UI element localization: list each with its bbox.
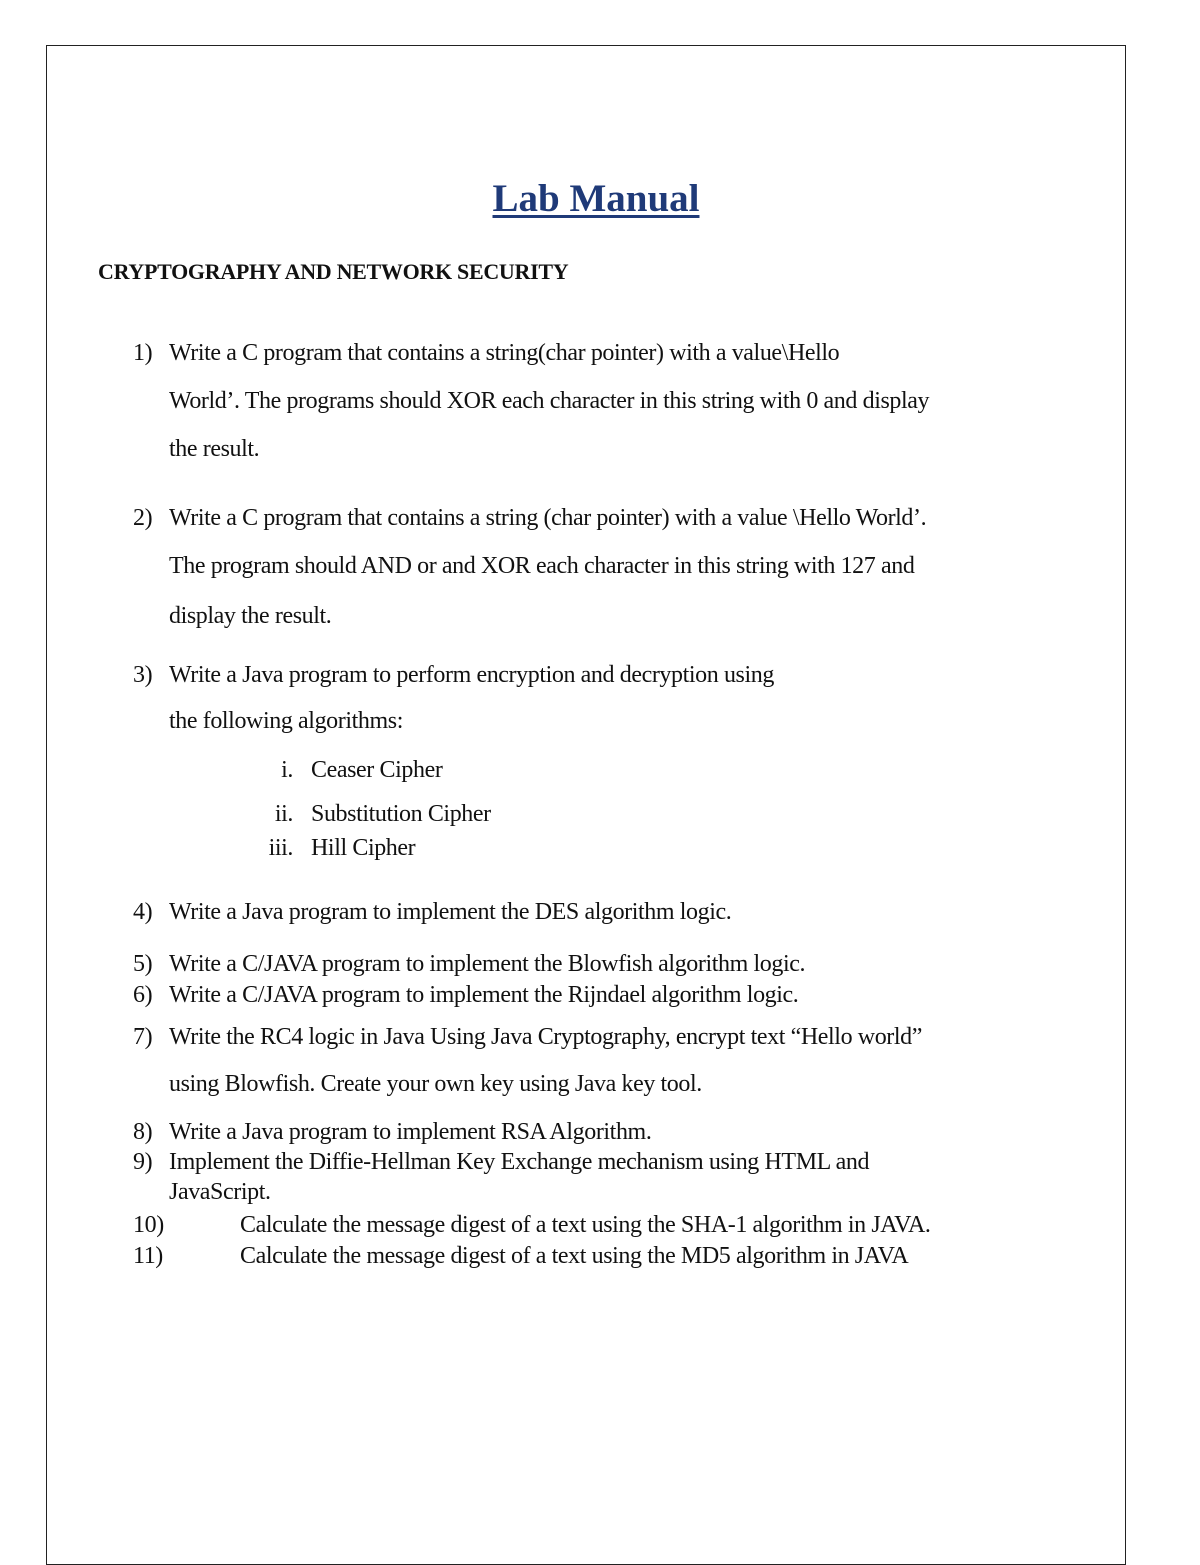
item-number: 9) — [133, 1149, 153, 1175]
document-title: Lab Manual — [492, 177, 700, 220]
item-number: 3) — [133, 662, 153, 688]
sub-item-number: i. — [281, 757, 293, 783]
item-text: using Blowfish. Create your own key using Java key tool. — [169, 1071, 702, 1097]
item-text: Write a Java program to implement the DES algorithm logic. — [169, 899, 732, 925]
item-text: Calculate the message digest of a text using the SHA-1 algorithm in JAVA. — [240, 1212, 931, 1238]
item-text: Write a Java program to implement RSA Algorithm. — [169, 1119, 652, 1145]
sub-item-number: iii. — [268, 835, 293, 861]
item-text: The program should AND or and XOR each character in this string with 127 and — [169, 553, 915, 579]
item-number: 5) — [133, 951, 153, 977]
item-text: Write a C/JAVA program to implement the Rijndael algorithm logic. — [169, 982, 799, 1008]
item-number: 2) — [133, 505, 153, 531]
item-text: Implement the Diffie-Hellman Key Exchange mechanism using HTML and — [169, 1149, 870, 1175]
item-text: the result. — [169, 436, 260, 462]
item-text: Calculate the message digest of a text using the MD5 algorithm in JAVA — [240, 1243, 909, 1269]
item-text: Write a C/JAVA program to implement the Blowfish algorithm logic. — [169, 951, 806, 977]
item-number: 4) — [133, 899, 153, 925]
item-text: Write a Java program to perform encryption and decryption using — [169, 662, 774, 688]
item-number: 10) — [133, 1212, 164, 1238]
item-text: World’. The programs should XOR each character in this string with 0 and display — [169, 388, 930, 414]
sub-item-text: Hill Cipher — [311, 835, 416, 861]
item-text: the following algorithms: — [169, 708, 403, 734]
item-text: JavaScript. — [169, 1179, 271, 1205]
item-number: 7) — [133, 1024, 153, 1050]
course-subtitle: CRYPTOGRAPHY AND NETWORK SECURITY — [98, 259, 569, 284]
item-number: 1) — [133, 340, 153, 366]
item-number: 8) — [133, 1119, 153, 1145]
item-number: 6) — [133, 982, 153, 1008]
item-text: Write a C program that contains a string(char pointer) with a value\Hello — [169, 340, 840, 366]
sub-item-number: ii. — [274, 801, 293, 827]
sub-item-text: Substitution Cipher — [311, 801, 491, 827]
item-text: Write the RC4 logic in Java Using Java Cryptography, encrypt text “Hello world” — [169, 1024, 923, 1050]
item-text: display the result. — [169, 603, 332, 629]
sub-item-text: Ceaser Cipher — [311, 757, 443, 783]
item-text: Write a C program that contains a string (char pointer) with a value \Hello World’. — [169, 505, 927, 531]
item-number: 11) — [133, 1243, 163, 1269]
